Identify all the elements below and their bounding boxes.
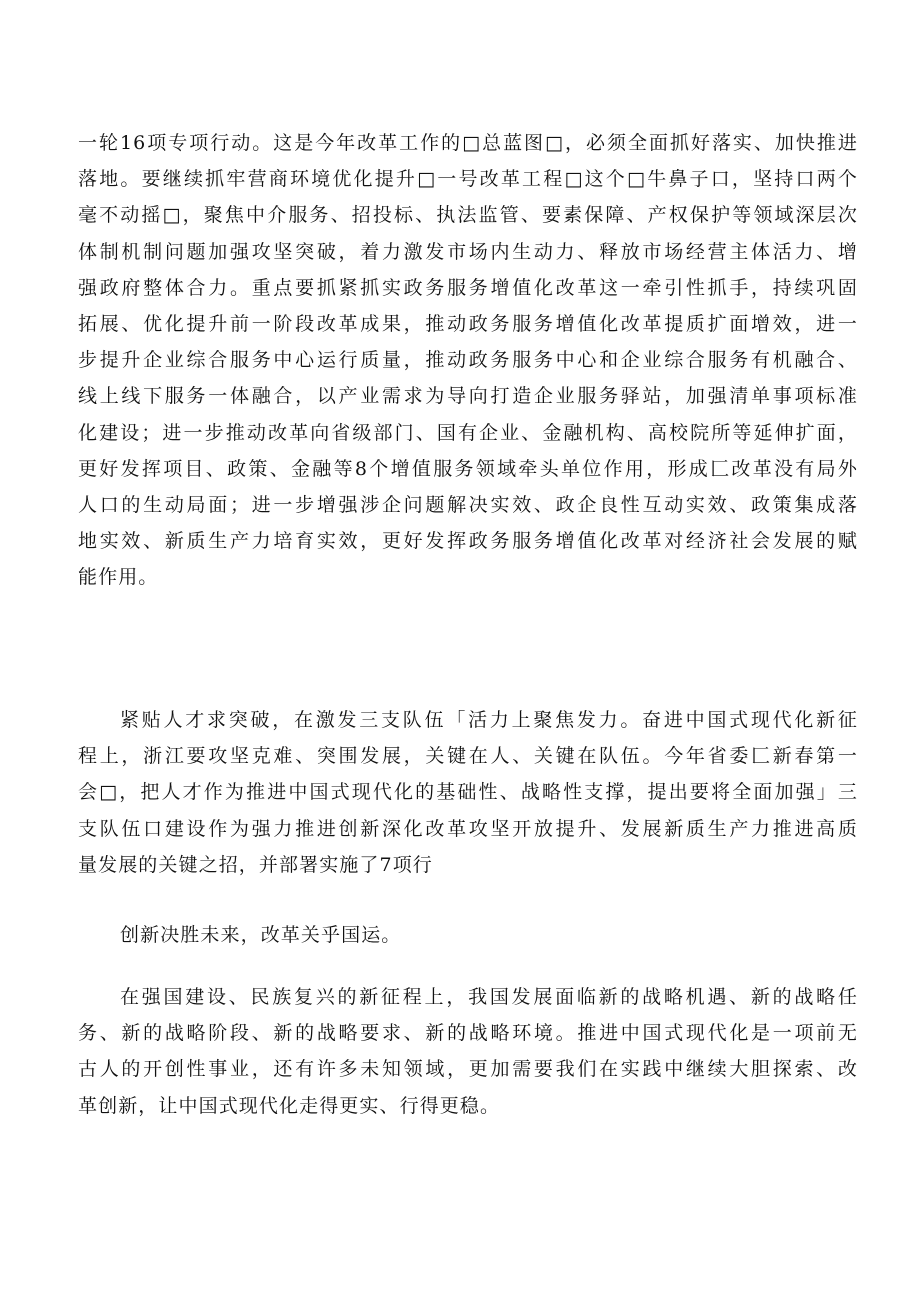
text-line: 强政府整体合力。重点要抓紧抓实政务服务增值化改革这一牵引性抓手，持续巩固: [78, 276, 858, 299]
text-line: 落地。要继续抓牢营商环境优化提升□一号改革工程□这个□牛鼻子口，坚持口两个: [78, 168, 858, 191]
text-line: 创新决胜未来，改革关乎国运。: [120, 924, 402, 946]
paragraph-innovation-statement: [78, 917, 858, 953]
text-line: 在强国建设、民族复兴的新征程上，我国发展面临新的战略机遇、新的战略任: [120, 986, 858, 1008]
text-line: 一轮16项专项行动。这是今年改革工作的□总蓝图□，必须全面抓好落实、加快推进: [78, 132, 858, 154]
text-line: 拓展、优化提升前一阶段改革成果，推动政务服务增值化改革提质扩面增效，进一: [78, 312, 858, 335]
text-line: 地实效、新质生产力培育实效，更好发挥政务服务增值化改革对经济社会发展的赋: [78, 530, 858, 553]
text-line: 会□，把人才作为推进中国式现代化的基础性、战略性支撑，提出要将全面加强」三: [78, 781, 858, 804]
text-line: 线上线下服务一体融合，以产业需求为导向打造企业服务驿站，加强清单事项标准: [78, 385, 858, 408]
paragraph-modernization-path: [78, 979, 858, 1124]
text-line: 古人的开创性事业，还有许多未知领域，更加需要我们在实践中继续大胆探索、改: [78, 1058, 858, 1081]
text-line: 量发展的关键之招，并部署实施了7项行: [78, 853, 433, 876]
text-line: 化建设；进一步推动改革向省级部门、国有企业、金融机构、高校院所等延伸扩面，: [78, 421, 858, 444]
paragraph-reform-actions: [78, 125, 858, 595]
text-line: 革创新，让中国式现代化走得更实、行得更稳。: [78, 1094, 501, 1117]
text-line: 程上，浙江要攻坚克难、突围发展，关键在人、关键在队伍。今年省委匚新春第一: [78, 745, 858, 768]
text-line: 人口的生动局面；进一步增强涉企问题解决实效、政企良性互动实效、政策集成落: [78, 493, 858, 516]
text-line: 支队伍口建设作为强力推进创新深化改革攻坚开放提升、发展新质生产力推进高质: [78, 817, 858, 840]
paragraph-talent-breakthrough: [78, 702, 858, 883]
text-line: 更好发挥项目、政策、金融等8个增值服务领域牵头单位作用，形成匚改革没有局外: [78, 457, 858, 480]
text-line: 体制机制问题加强攻坚突破，着力激发市场内生动力、释放市场经营主体活力、增: [78, 240, 858, 263]
text-line: 能作用。: [78, 566, 159, 589]
text-line: 务、新的战略阶段、新的战略要求、新的战略环境。推进中国式现代化是一项前无: [78, 1022, 858, 1045]
text-line: 毫不动摇□，聚焦中介服务、招投标、执法监管、要素保障、产权保护等领域深层次: [78, 204, 858, 227]
text-line: 紧贴人才求突破，在激发三支队伍「活力上聚焦发力。奋进中国式现代化新征: [120, 709, 858, 731]
text-line: 步提升企业综合服务中心运行质量，推动政务服务中心和企业综合服务有机融合、: [78, 349, 858, 372]
